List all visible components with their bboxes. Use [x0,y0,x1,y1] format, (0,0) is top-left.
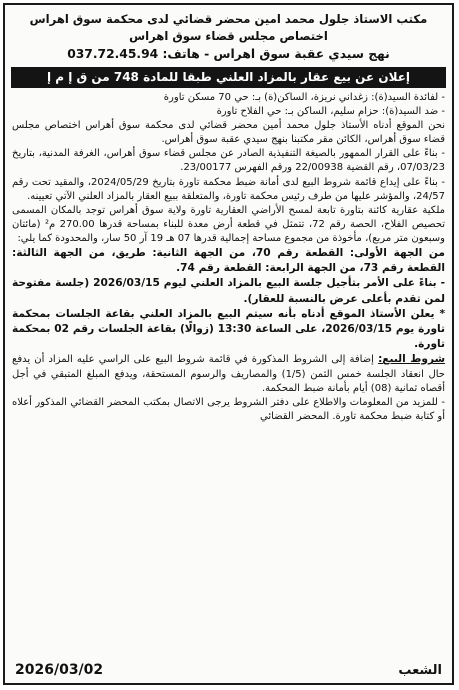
notice-body [5,88,452,424]
notice-header [5,5,452,64]
closing-paragraph: - للمزيد من المعلومات والاطلاع على دفتر الشروط يرجى الاتصال بمكتب المحضر القضائي المذكور أعلاه أو كتابة ضبط محكمة تاورة. المحضر القضائي [12,396,445,422]
auction-announcement: * يعلن الأستاذ الموقع أدناه بأنه سيتم البيع بالمزاد العلني بقاعة الجلسات بمحكمة تاورة يوم 2026/03/15، على الساعة 13:30 (زوالًا) بقاعة الجلسات رقم 02 بمحكمة تاورة. [12,307,445,351]
beneficiary-line: - لفائدة السيد(ة): زغداني نريزة، الساكن(ة) بـ: حي 70 مسكن تاورة [163,92,445,103]
publication-date: 2026/03/02 [15,662,104,678]
postponement-order: - بناءً على الأمر بتأجيل جلسة البيع بالمزاد العلني ليوم 2026/03/15 (جلسة مفتوحة لمن تقدم بأعلى عرض بالنسبة للعقار). [12,277,445,305]
address-phone-line: نهج سيدي عقبة سوق اهراس - هاتف: 037.72.45.94 [67,47,390,61]
debtor-line: - ضد السيد(ة): حزام سليم، الساكن بـ: حي الفلاح تاورة [216,106,445,118]
bailiff-intro: نحن الموقع أدناه الأستاذ جلول محمد أمين محضر قضائي لدى محكمة سوق أهراس اختصاص مجلس قضاء سوق أهراس، الكائن مقر مكتبنا بنهج سيدي عقبة سوق أهراس. [12,120,445,146]
property-boundaries: من الجهة الأولى: القطعة رقم 70، من الجهة الثانية: طريق، من الجهة الثالثة: القطعة رقم 73، من الجهة الرابعة: القطعة رقم 74. [12,247,445,275]
sale-conditions [12,352,445,395]
notice-title-banner: إعلان عن بيع عقار بالمزاد العلني طبقا للمادة 748 من ق إ م إ [11,67,446,88]
publication-name: الشعب [398,662,442,678]
court-decision-paragraph: - بناءً على القرار الممهور بالصيغة التنفيذية الصادر عن مجلس قضاء سوق أهراس، الغرفة المدنية، بتاريخ 07/03/23، رقم القضية 22/00938 ورقم الفهرس 23/00177. [12,148,445,174]
legal-notice [3,3,454,685]
property-description: ملكية عقارية كائنة بتاورة تابعة لمسح الأراضي العقارية تاورة ولاية سوق أهراس توجد بالمكان المسمى تحصيص الفلاح، الحصة رقم 72، تتمثل في قطعة أرض معدة للبناء بمساحة قدرها 270.00 م² (مائتان وسبعون متر مربع)، مأخوذة من مجموع مساحة إجمالية قدرها 07 هـ 19 آر 50 سار، والمحدودة كما يلي: [12,204,445,244]
sale-conditions-text: إضافة إلى الشروط المذكورة في قائمة شروط البيع على الراسي عليه المزاد أن يدفع حال انعقاد الجلسة خمس الثمن (1/5) والمصاريف والرسوم المستحقة، ويدفع المبلغ المتبقي في أجل أقصاه ثمانية (08) أيام بأمانة ضبط المحكمة. [12,354,445,394]
jurisdiction-line: اختصاص مجلس قضاء سوق اهراس [129,29,328,43]
conditions-deposit-paragraph: - بناءً على إيداع قائمة شروط البيع لدى أمانة ضبط محكمة تاورة بتاريخ 2024/05/29، والمقيد تحت رقم 24/57، والمؤشر عليها من طرف رئيس محكمة تاورة، والمتعلقة ببيع العقار بالمزاد العلني الآتي تعيينه. [12,176,445,202]
office-name: مكتب الاستاذ جلول محمد امين محضر قضائي لدى محكمة سوق اهراس [29,12,428,26]
notice-footer [5,657,452,683]
sale-conditions-title: شروط البيع: [378,353,446,366]
